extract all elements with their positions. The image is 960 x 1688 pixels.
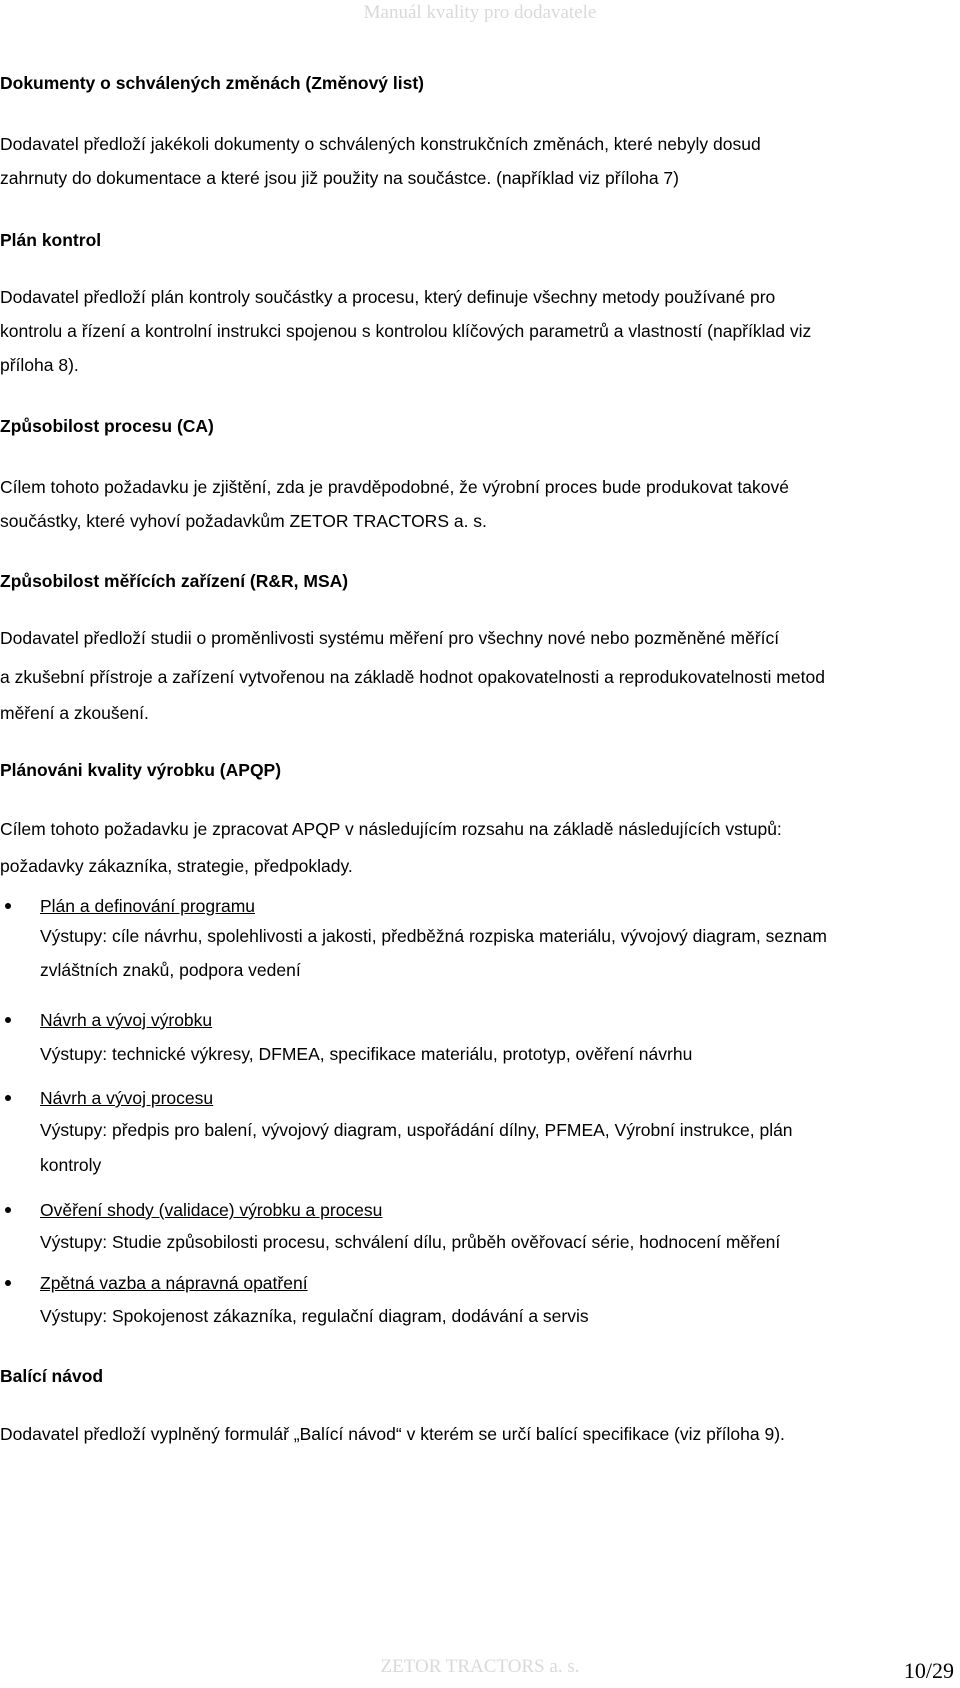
page-number: 10/29: [903, 1658, 954, 1683]
bullet-icon: [5, 1280, 11, 1286]
heading-plan-kontrol: Plán kontrol: [0, 230, 102, 250]
heading-zpusobilost-merici-zarizeni: Způsobilost měřících zařízení (R&R, MSA): [0, 571, 349, 591]
apqp-item-title: Plán a definování programu: [40, 896, 255, 916]
bullet-icon: [5, 1095, 11, 1101]
paragraph-plan-kontrol-line-3: příloha 8).: [0, 355, 79, 375]
apqp-item-desc-line-1: Výstupy: Studie způsobilosti procesu, schválení dílu, průběh ověřovací série, hodnocení měření: [40, 1232, 781, 1252]
paragraph-ca-line-2: součástky, které vyhoví požadavkům ZETOR TRACTORS a. s.: [0, 511, 487, 531]
apqp-item-title: Návrh a vývoj procesu: [40, 1088, 214, 1108]
paragraph-plan-kontrol-line-1: Dodavatel předloží plán kontroly součástky a procesu, který definuje všechny metody používané pro: [0, 287, 776, 307]
footer-company-name: ZETOR TRACTORS a. s.: [380, 1656, 580, 1677]
bullet-icon: [5, 1017, 11, 1023]
apqp-item-desc-line-1: Výstupy: cíle návrhu, spolehlivosti a jakosti, předběžná rozpiska materiálu, vývojový diagram, seznam: [40, 926, 827, 946]
paragraph-msa-line-3: měření a zkoušení.: [0, 703, 149, 723]
heading-apqp: Plánováni kvality výrobku (APQP): [0, 760, 282, 780]
paragraph-msa-line-2: a zkušební přístroje a zařízení vytvořenou na základě hodnot opakovatelnosti a reprodukovatelnosti metod: [0, 667, 825, 687]
apqp-item-title: Zpětná vazba a nápravná opatření: [40, 1273, 308, 1293]
bullet-icon: [5, 1207, 11, 1213]
paragraph-apqp-line-2: požadavky zákazníka, strategie, předpoklady.: [0, 856, 353, 876]
apqp-item-title: Ověření shody (validace) výrobku a procesu: [40, 1200, 383, 1220]
heading-zpusobilost-procesu: Způsobilost procesu (CA): [0, 416, 214, 436]
paragraph-msa-line-1: Dodavatel předloží studii o proměnlivosti systému měření pro všechny nové nebo pozměněné měřící: [0, 628, 780, 648]
paragraph-balici-line-1: Dodavatel předloží vyplněný formulář „Balící návod“ v kterém se určí balící specifikace (viz příloha 9).: [0, 1424, 785, 1444]
apqp-item-desc-line-1: Výstupy: předpis pro balení, vývojový diagram, uspořádání dílny, PFMEA, Výrobní instrukce, plán: [40, 1120, 793, 1140]
apqp-item-desc-line-1: Výstupy: Spokojenost zákazníka, regulační diagram, dodávání a servis: [40, 1306, 589, 1326]
paragraph-zmenovy-line-1: Dodavatel předloží jakékoli dokumenty o schválených konstrukčních změnách, které nebyly dosud: [0, 134, 761, 154]
paragraph-zmenovy-line-2: zahrnuty do dokumentace a které jsou již použity na součástce. (například viz příloha 7): [0, 168, 679, 188]
heading-zmenovy-list: Dokumenty o schválených změnách (Změnový list): [0, 73, 425, 93]
paragraph-ca-line-1: Cílem tohoto požadavku je zjištění, zda je pravděpodobné, že výrobní proces bude produkovat takové: [0, 477, 789, 497]
paragraph-plan-kontrol-line-2: kontrolu a řízení a kontrolní instrukci spojenou s kontrolou klíčových parametrů a vlastností (například viz: [0, 321, 812, 341]
apqp-item-desc-line-2: zvláštních znaků, podpora vedení: [40, 960, 301, 980]
heading-balici-navod: Balící návod: [0, 1366, 104, 1386]
apqp-item-desc-line-1: Výstupy: technické výkresy, DFMEA, specifikace materiálu, prototyp, ověření návrhu: [40, 1044, 693, 1064]
apqp-item-title: Návrh a vývoj výrobku: [40, 1010, 213, 1030]
apqp-item-desc-line-2: kontroly: [40, 1155, 102, 1175]
bullet-icon: [5, 903, 11, 909]
paragraph-apqp-line-1: Cílem tohoto požadavku je zpracovat APQP v následujícím rozsahu na základě následujících vstupů:: [0, 819, 782, 839]
document-header-title: Manuál kvality pro dodavatele: [363, 2, 597, 23]
